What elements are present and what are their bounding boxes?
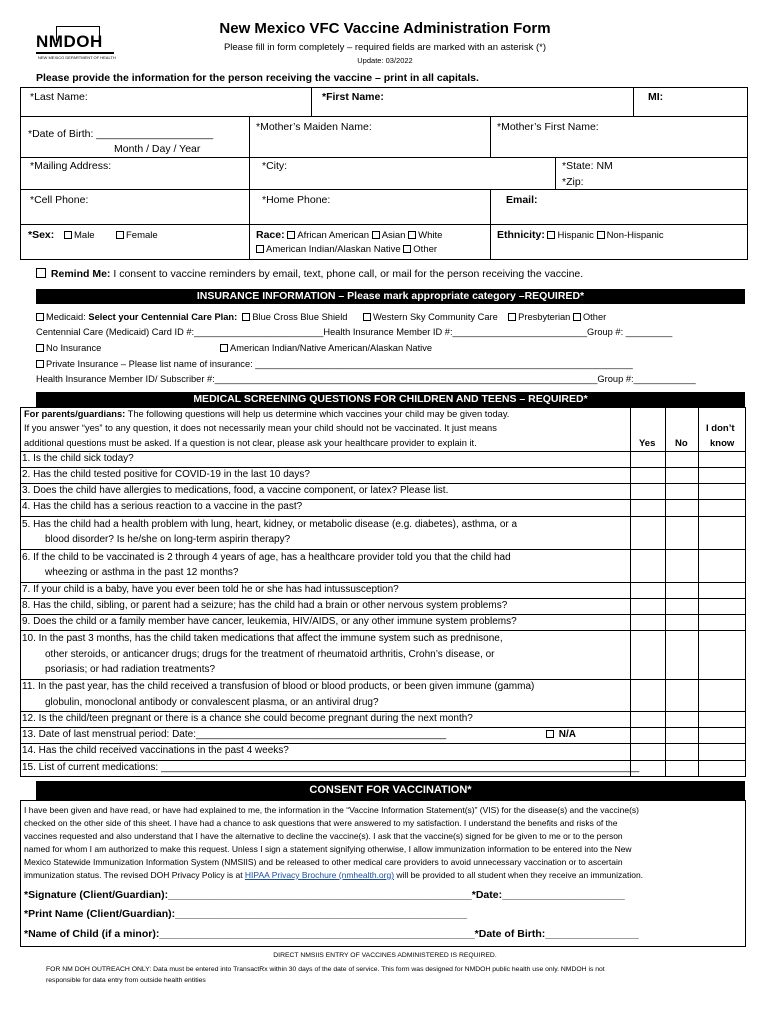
city-field[interactable]	[249, 157, 556, 190]
screening-intro-1: For parents/guardians: The following questions will help us determine which vaccines your child may be given today.	[24, 409, 510, 419]
mi-label: MI:	[648, 91, 664, 103]
medicaid-row: Medicaid: Select your Centennial Care Plan: Blue Cross Blue Shield Western Sky Community Care Presbyterian Other	[36, 312, 606, 322]
question-5a: 5. Has the child had a health problem with lung, heart, kidney, or metabolic disease (e.g. diabetes), asthma, or a	[22, 519, 518, 530]
medicaid-checkbox[interactable]	[36, 313, 44, 321]
question-12: 12. Is the child/teen pregnant or there is a chance she could become pregnant during the next month?	[22, 713, 473, 724]
nmsiis-notice: DIRECT NMSIIS ENTRY OF VACCINES ADMINISTERED IS REQUIRED.	[273, 952, 497, 959]
female-checkbox[interactable]	[116, 231, 124, 239]
non-hispanic-checkbox[interactable]	[597, 231, 605, 239]
race-asian-checkbox[interactable]	[372, 231, 380, 239]
city-label: *City:	[262, 160, 288, 172]
consent-line-1: I have been given and have read, or have had explained to me, the information in the “Vaccine Information Statement(s)” (VIS) for the disease(s) and the vaccine(s)	[24, 805, 640, 815]
print-name-line[interactable]: *Print Name (Client/Guardian):__________________________________________________	[24, 908, 468, 920]
question-7: 7. If your child is a baby, have you ever been told he or she has had intussusception?	[22, 584, 399, 595]
form-subtitle: Please fill in form completely – required fields are marked with an asterisk (*)	[223, 42, 547, 53]
question-6b: wheezing or asthma in the past 12 months?	[45, 567, 239, 578]
bcbs-checkbox[interactable]	[242, 313, 250, 321]
state-label: *State: NM	[562, 160, 613, 172]
ethnicity-row: Ethnicity: Hispanic Non-Hispanic	[497, 229, 664, 241]
question-9: 9. Does the child or a family member have cancer, leukemia, HIV/AIDS, or any other immune system problems?	[22, 616, 517, 627]
question-11b: globulin, monoclonal antibody or convalescent plasma, or an antiviral drug?	[45, 697, 379, 708]
outreach-note-2: responsible for data entry from outside health entities	[46, 977, 206, 984]
race-other-checkbox[interactable]	[403, 245, 411, 253]
cell-phone-label: *Cell Phone:	[30, 194, 89, 206]
insurance-header: INSURANCE INFORMATION – Please mark appropriate category –REQUIRED*	[36, 289, 745, 304]
outreach-note-1: FOR NM DOH OUTREACH ONLY: Data must be entered into TransactRx within 30 days of the date of service. This form was designed for NMDOH public health use only. NMDOH is not	[46, 966, 605, 973]
race-row-1: Race: African American Asian White	[256, 229, 443, 241]
dob-format-hint: Month / Day / Year	[114, 143, 201, 155]
screening-header: MEDICAL SCREENING QUESTIONS FOR CHILDREN AND TEENS – REQUIRED*	[36, 392, 745, 407]
question-1: 1. Is the child sick today?	[22, 453, 134, 464]
screening-intro-3: additional questions must be asked. If a question is not clear, please ask your healthcare provider to explain it.	[24, 438, 477, 448]
consent-line-5: Mexico Statewide Immunization Information System (NMSIIS) and be released to other medical care providers to avoid unnecessary vaccination or to ascertain	[24, 857, 623, 867]
native-checkbox[interactable]	[220, 344, 228, 352]
idk-column-header-2: know	[710, 438, 735, 449]
question-6a: 6. If the child to be vaccinated is 2 through 4 years of age, has a healthcare provider told you that the child had	[22, 552, 511, 563]
sex-female-option[interactable]: Female	[116, 230, 158, 241]
question-10c: psoriasis; or had radiation treatments?	[45, 664, 216, 675]
consent-header: CONSENT FOR VACCINATION*	[36, 781, 745, 800]
email-label: Email:	[506, 194, 538, 206]
question-10a: 10. In the past 3 months, has the child taken medications that affect the immune system such as prednisone,	[22, 633, 503, 644]
logo-subtext: NEW MEXICO DEPARTMENT OF HEALTH	[38, 55, 116, 60]
question-14: 14. Has the child received vaccinations in the past 4 weeks?	[22, 745, 289, 756]
sex-label: *Sex:	[28, 229, 55, 241]
no-insurance-option[interactable]: No Insurance	[36, 343, 101, 353]
race-american-indian-checkbox[interactable]	[256, 245, 264, 253]
na-checkbox[interactable]	[546, 730, 554, 738]
consent-line-3: vaccines requested and also understand that I have the alternative to decline the vaccine(s). I ask that the vaccine(s) signed for be given to me or to the person	[24, 831, 623, 841]
na-option[interactable]: N/A	[546, 729, 576, 740]
screening-intro-2: If you answer “yes” to any question, it does not necessarily mean your child should not be vaccinated. It just means	[24, 423, 497, 433]
presbyterian-checkbox[interactable]	[508, 313, 516, 321]
race-african-american-checkbox[interactable]	[287, 231, 295, 239]
question-11a: 11. In the past year, has the child received a transfusion of blood or blood products, or been given immune (gamma)	[22, 681, 535, 692]
idk-column-header-1: I don’t	[706, 423, 735, 434]
question-8: 8. Has the child, sibling, or parent had a seizure; has the child had a brain or other nervous system problems?	[22, 600, 508, 611]
private-insurance-option[interactable]: Private Insurance – Please list name of insurance: _________________________________________________________________________	[36, 359, 633, 369]
remind-me-row: Remind Me: I consent to vaccine reminders by email, text, phone call, or mail for the person receiving the vaccine.	[36, 268, 583, 280]
native-option[interactable]: American Indian/Native American/Alaskan Native	[220, 343, 432, 353]
question-3: 3. Does the child have allergies to medications, food, a vaccine component, or latex? Please list.	[22, 485, 449, 496]
consent-line-4: named for whom I am authorized to make this request. Unless I sign a statement signifying otherwise, I allow immunization information to be entered into the New	[24, 844, 632, 854]
male-checkbox[interactable]	[64, 231, 72, 239]
mother-first-label: *Mother’s First Name:	[497, 121, 599, 133]
sex-male-option[interactable]: Male	[64, 230, 95, 241]
child-name-line[interactable]: *Name of Child (if a minor):______________________________________________________*Date of Birth:________________	[24, 928, 639, 940]
consent-line-2: checked on the other side of this sheet. I have had a chance to ask questions that were answered to my satisfaction. I understand the benefits and risks of the	[24, 818, 618, 828]
hipaa-privacy-link[interactable]: HIPAA Privacy Brochure (nmhealth.org)	[244, 870, 395, 880]
update-date: Update: 03/2022	[357, 56, 413, 65]
member-id-line[interactable]: Health Insurance Member ID/ Subscriber #:__________________________________________________________________________Group #:____________	[36, 374, 696, 384]
question-4: 4. Has the child has a serious reaction to a vaccine in the past?	[22, 501, 303, 512]
race-white-checkbox[interactable]	[408, 231, 416, 239]
form-title: New Mexico VFC Vaccine Administration Form	[219, 20, 551, 37]
yes-column-header: Yes	[639, 438, 656, 449]
last-name-label: *Last Name:	[30, 91, 88, 103]
zip-label: *Zip:	[562, 176, 584, 188]
other-plan-checkbox[interactable]	[573, 313, 581, 321]
question-2: 2. Has the child tested positive for COVID-19 in the last 10 days?	[22, 469, 310, 480]
no-column-header: No	[675, 438, 688, 449]
card-id-line[interactable]: Centennial Care (Medicaid) Card ID #:_________________________Health Insurance Member ID #:__________________________Group #: _________	[36, 327, 673, 337]
race-row-2: American Indian/Alaskan Native Other	[256, 244, 437, 255]
consent-line-6: immunization status. The revised DOH Privacy Policy is at HIPAA Privacy Brochure (nmhealth.org) will be provided to all student when they receive an immunization.	[24, 870, 644, 880]
instruction: Please provide the information for the person receiving the vaccine – print in all capitals.	[36, 72, 479, 84]
logo-text: NMDOH	[36, 32, 103, 51]
no-insurance-checkbox[interactable]	[36, 344, 44, 352]
private-insurance-checkbox[interactable]	[36, 360, 44, 368]
question-13: 13. Date of last menstrual period: Date:_____________________________________________	[22, 729, 447, 740]
home-phone-label: *Home Phone:	[262, 194, 331, 206]
hispanic-checkbox[interactable]	[547, 231, 555, 239]
remind-me-checkbox[interactable]	[36, 268, 46, 278]
dob-label: *Date of Birth: ____________________	[28, 128, 214, 140]
signature-line[interactable]: *Signature (Client/Guardian):____________________________________________________*Date:_____________________	[24, 889, 625, 901]
western-sky-checkbox[interactable]	[363, 313, 371, 321]
mailing-address-label: *Mailing Address:	[30, 160, 112, 172]
question-10b: other steroids, or anticancer drugs; drugs for the treatment of rheumatoid arthritis, Crohn’s disease, or	[45, 649, 495, 660]
first-name-label: *First Name:	[322, 91, 384, 103]
question-15[interactable]: 15. List of current medications: ______________________________________________________________________________________	[22, 762, 640, 773]
mother-maiden-label: *Mother’s Maiden Name:	[256, 121, 372, 133]
question-5b: blood disorder? Is he/she on long-term aspirin therapy?	[45, 534, 291, 545]
